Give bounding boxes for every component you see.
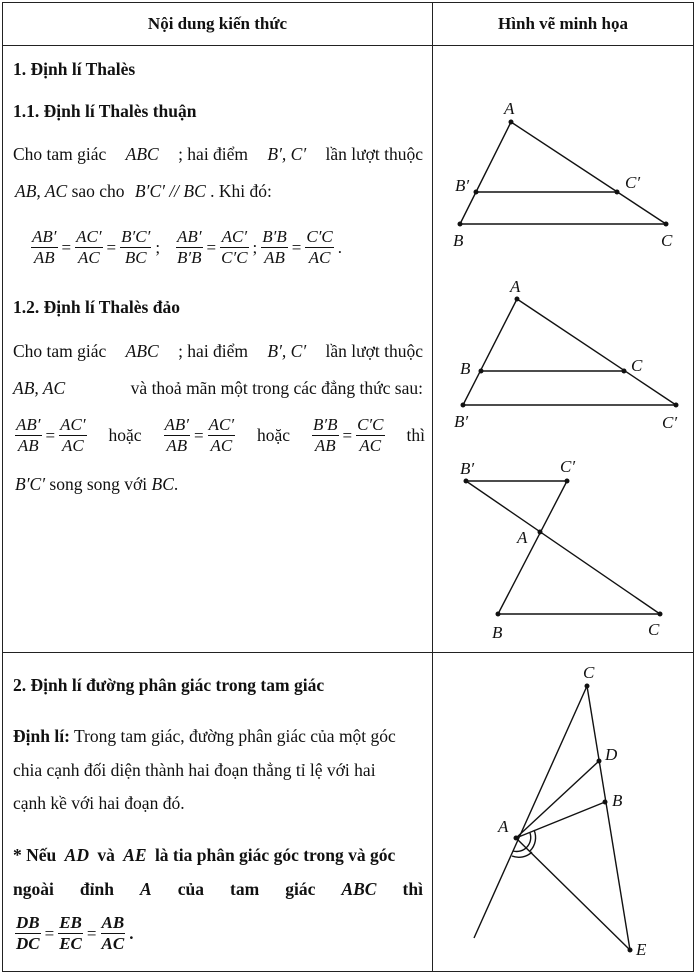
denominator: AB [314,436,336,455]
segment-ae [516,838,630,950]
section2-title: 2. Định lí đường phân giác trong tam giác [13,675,325,695]
segment-acp [517,299,676,405]
point [603,800,608,805]
numerator: C′C [357,415,384,434]
denominator: BC [124,248,147,267]
math: B′, C′ [267,341,307,361]
point [479,369,484,374]
label-cp: C′ [662,413,678,432]
point [464,479,469,484]
figure-thales-converse-2 [466,481,660,614]
segment-ab [460,122,511,224]
math: ABC [125,144,159,164]
denominator: AC [359,436,382,455]
math: B′C′ // BC [134,181,206,201]
text: . [173,474,179,494]
point [585,684,590,689]
segment-bpc [466,481,660,614]
label-a: A [504,99,515,118]
numerator: DB [16,913,40,932]
thales-formula: $\frac{AB'}{AB}$ = $\frac{AC'}{AC}$ = $\frac{B'C'}{BC}$ ; $\frac{AB'}{B'B}$ = $\frac{AC'}{C'C}$ ; $\frac{B'B}{AB}$ = $\frac{C'C}{AC}$ . [32,227,343,267]
numerator: C′C [306,227,333,246]
numerator: AB′ [177,227,202,246]
period: . [129,923,134,943]
segment-ad [516,761,599,838]
text: ; hai điểm [178,341,249,361]
math: AE [123,845,147,865]
point [664,222,669,227]
numerator: B′B [262,227,287,246]
numerator: AC′ [208,415,235,434]
numerator: AC′ [221,227,248,246]
header-illustration: Hình vẽ minh họa [498,14,628,33]
bisector-formula: $\frac{DB}{DC}$ = $\frac{EB}{EC}$ = $\frac{AB}{AC}$ . [16,913,134,953]
math: ABC [125,341,159,361]
denominator: C′C [221,248,248,267]
numerator: B′C′ [121,227,151,246]
point [509,120,514,125]
denominator: AB [166,436,188,455]
point [622,369,627,374]
label-e: E [636,940,647,959]
text: thì [402,879,423,899]
segment-abp [463,299,517,405]
period: . [337,237,343,257]
denominator: AC [77,248,100,267]
label-c: C [583,663,595,682]
math: ABC [341,879,377,899]
point [515,297,520,302]
angle-mark [527,833,531,847]
point [658,612,663,617]
point [474,190,479,195]
sub1-title: 1.1. Định lí Thalès thuận [13,101,197,121]
figure-thales-converse-1 [463,299,676,405]
numerator: AB [101,913,125,932]
text: và thoả mãn một trong các đẳng thức sau: [130,378,423,398]
theorem-line2: chia cạnh đối diện thành hai đoạn thẳng tỉ lệ với hai [13,760,376,780]
math: AB, AC [13,378,66,398]
point [461,403,466,408]
label-bp: B′ [454,412,469,431]
section1-title: 1. Định lí Thalès [13,59,136,79]
separator: ; [155,237,161,257]
math: A [140,879,152,899]
segment-ce [587,686,630,950]
point [674,403,679,408]
angle-mark [512,852,532,857]
line-ca [474,686,587,938]
text: và [97,845,115,865]
text: tam [230,879,260,899]
denominator: AB [33,248,55,267]
denominator: DC [16,934,40,953]
header-content: Nội dung kiến thức [147,14,288,33]
segment-ab [516,802,605,838]
text: của [177,879,204,899]
math: B′C′ [15,474,46,494]
text: song song với [49,474,148,494]
label-d: D [605,745,618,764]
separator: ; [252,237,258,257]
label-bp: B′ [460,459,475,478]
segment-ac [511,122,666,224]
text: ngoài [13,879,54,899]
point [496,612,501,617]
numerator: AC′ [60,415,86,434]
label-b: B [612,791,623,810]
point [458,222,463,227]
numerator: AB′ [32,227,57,246]
label-cp: C′ [625,173,641,192]
text: lần lượt thuộc [325,341,423,361]
denominator: B′B [177,248,202,267]
point [597,759,602,764]
label-c: C [661,231,673,250]
numerator: AB′ [16,415,41,434]
text: sao cho [71,181,125,201]
label-a: A [498,817,509,836]
label-a: A [510,277,521,296]
math: AD [64,845,89,865]
text: đỉnh [79,879,114,899]
theorem-label: Định lí: [13,726,70,746]
denominator: AC [210,436,233,455]
text: * Nếu [13,845,57,865]
label-b: B [492,623,503,642]
denominator: EC [59,934,82,953]
text: Trong tam giác, đường phân giác của một góc [73,726,396,746]
point [538,530,543,535]
label-cp: C′ [560,457,576,476]
denominator: AC [61,436,84,455]
text: hoặc [108,425,142,445]
text: thì [406,425,425,445]
theorem-line3: cạnh kề với hai đoạn đó. [13,793,185,813]
point [514,836,519,841]
point [565,479,570,484]
label-a: A [517,528,528,547]
text: lần lượt thuộc [325,144,423,164]
label-b: B [453,231,464,250]
point [628,948,633,953]
text: . Khi đó: [210,181,272,201]
math: B′, C′ [267,144,307,164]
converse-formula: $\frac{AB'}{AB}$ = $\frac{AC'}{AC}$ hoặc $\frac{AB'}{AB}$ = $\frac{AC'}{AC}$ hoặc $\frac{B'B}{AB}$ = $\frac{C'C}{AC}$ thì [16,415,425,455]
text: hoặc [257,425,291,445]
numerator: EB [59,913,82,932]
math: BC [151,474,174,494]
segment-cpb [498,481,567,614]
math: AB, AC [15,181,68,201]
point [615,190,620,195]
label-bp: B′ [455,176,470,195]
text: giác [285,879,316,899]
denominator: AC [308,248,331,267]
sub2-title: 1.2. Định lí Thalès đảo [13,297,180,317]
numerator: AB′ [164,415,189,434]
text: là tia phân giác góc trong và góc [154,845,396,865]
denominator: AB [264,248,285,267]
denominator: AC [101,934,125,953]
text: Cho tam giác [13,144,107,164]
numerator: AC′ [76,227,102,246]
text: ; hai điểm [178,144,249,164]
label-c: C [648,620,660,639]
text: Cho tam giác [13,341,107,361]
numerator: B′B [313,415,338,434]
label-b: B [460,359,471,378]
denominator: AB [17,436,39,455]
label-c: C [631,356,643,375]
